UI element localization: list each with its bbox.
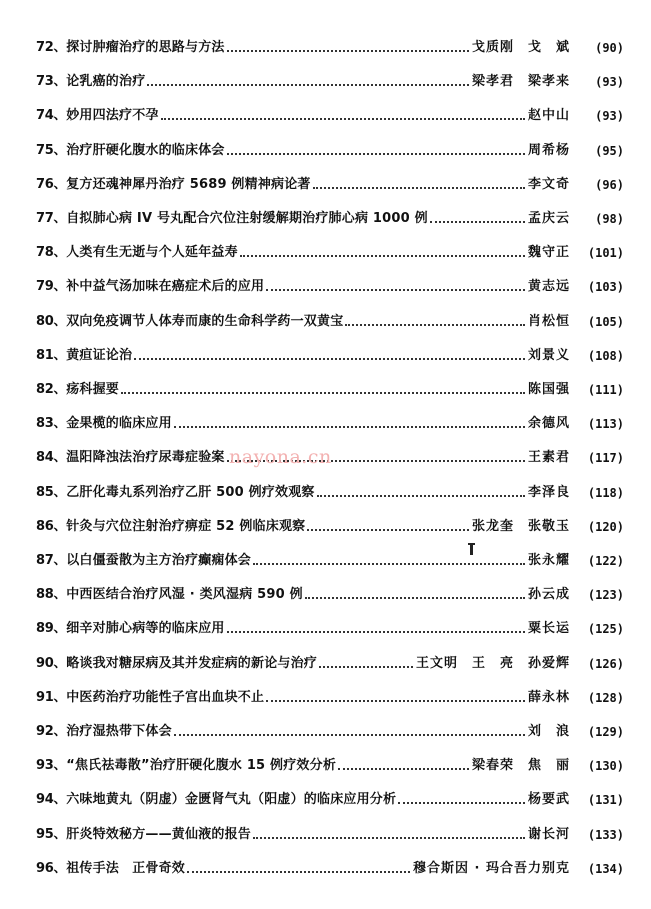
toc-entry-title: 黄疸证论治	[66, 347, 133, 363]
toc-entry-page: (108)	[587, 348, 624, 363]
toc-entry	[36, 653, 624, 675]
toc-entry	[36, 584, 624, 606]
toc-entry-author: 梁春荣 焦 丽	[471, 758, 570, 774]
toc-entry-author: 黄志远	[527, 279, 570, 295]
toc-entry-page: (128)	[587, 690, 624, 705]
toc-entry-page: (95)	[595, 143, 624, 158]
toc-entry-title: 祖传手法 正骨奇效	[66, 860, 186, 876]
toc-entry-page: (122)	[587, 554, 624, 568]
toc-entry	[36, 311, 624, 333]
toc-entry-number: 89、	[36, 621, 67, 637]
toc-entry	[36, 140, 624, 162]
toc-entry-page: (129)	[587, 725, 624, 739]
toc-entry-leader	[313, 187, 525, 189]
toc-entry	[36, 687, 624, 709]
toc-entry-number: 94、	[36, 792, 67, 808]
toc-entry-leader	[430, 221, 525, 223]
toc-entry	[36, 276, 624, 298]
toc-entry-page: (105)	[587, 314, 624, 329]
toc-entry-leader	[345, 324, 525, 326]
toc-entry-leader	[317, 495, 525, 497]
toc-entry-author: 戈质刚 戈 斌	[471, 40, 570, 55]
toc-entry-author: 粟长运	[527, 621, 570, 637]
toc-entry-page: (101)	[587, 246, 624, 261]
toc-entry-number: 81、	[36, 347, 67, 363]
toc-entry-leader	[161, 118, 525, 120]
toc-entry-title: 治疗肝硬化腹水的临床体会	[66, 142, 225, 158]
toc-entry	[36, 208, 624, 230]
toc-entry-page: (103)	[587, 280, 624, 295]
toc-entry-number: 85、	[36, 484, 67, 500]
toc-entry-leader	[319, 666, 413, 668]
toc-entry-title: 治疗湿热带下体会	[66, 724, 172, 739]
toc-entry-author: 陈国强	[527, 382, 570, 397]
toc-entry-leader	[253, 837, 525, 839]
toc-entry-author: 王素君	[527, 450, 570, 466]
toc-entry-leader	[266, 700, 525, 702]
toc-entry-page: (131)	[587, 793, 624, 808]
toc-entry	[36, 550, 624, 572]
toc-entry-author: 刘 浪	[527, 724, 570, 739]
toc-entry	[36, 37, 624, 59]
toc-entry-leader	[187, 871, 410, 873]
toc-entry-leader	[227, 631, 525, 633]
toc-entry-page: (133)	[587, 827, 624, 842]
toc-entry-leader	[253, 563, 525, 565]
toc-entry-number: 72、	[36, 40, 67, 55]
toc-entry-author: 李泽良	[527, 484, 570, 500]
toc-entry-number: 96、	[36, 860, 67, 876]
toc-entry	[36, 379, 624, 401]
toc-entry	[36, 516, 624, 538]
toc-entry-leader	[398, 802, 525, 804]
toc-entry-title: 疡科握要	[66, 382, 120, 397]
toc-entry-author: 张永耀	[527, 553, 570, 568]
toc-entry-number: 93、	[36, 758, 67, 774]
toc-entry-author: 谢长河	[527, 826, 570, 842]
toc-entry	[36, 345, 624, 367]
toc-entry-leader	[266, 289, 525, 291]
toc-entry-author: 李文奇	[527, 176, 570, 192]
toc-entry	[36, 755, 624, 777]
toc-entry-author: 王文明 王 亮 孙爱辉	[415, 655, 570, 671]
toc-entry-author: 孙云成	[527, 587, 570, 603]
toc-entry-leader	[305, 597, 525, 599]
toc-entry-number: 74、	[36, 108, 67, 124]
toc-entry-leader	[307, 529, 469, 531]
toc-entry-leader	[174, 426, 525, 428]
toc-entry-title: 妙用四法疗不孕	[66, 108, 159, 124]
toc-entry-leader	[227, 153, 525, 155]
toc-entry-leader	[174, 734, 525, 736]
toc-entry-author: 杨要武	[527, 792, 570, 808]
toc-entry-title: 论乳癌的治疗	[66, 74, 146, 90]
toc-entry	[36, 824, 624, 846]
toc-entry-page: (93)	[595, 109, 624, 124]
toc-entry-title: 中西医结合治疗风湿 · 类风湿病 590 例	[66, 587, 303, 603]
toc-entry	[36, 482, 624, 504]
toc-entry-page: (120)	[587, 519, 624, 534]
toc-entry-title: 乙肝化毒丸系列治疗乙肝 500 例疗效观察	[66, 484, 315, 500]
toc-entry-title: 针灸与穴位注射治疗痹症 52 例临床观察	[66, 518, 306, 534]
toc-entry-leader	[147, 84, 469, 86]
toc-entry-number: 90、	[36, 655, 67, 671]
toc-entry	[36, 174, 624, 196]
toc-entry-number: 83、	[36, 416, 67, 432]
toc-entry-number: 73、	[36, 74, 67, 90]
toc-entry-page: (98)	[595, 212, 624, 226]
toc-entry	[36, 242, 624, 264]
toc-entry-page: (117)	[587, 451, 624, 466]
toc-entry-leader	[240, 255, 525, 257]
margin-mark	[470, 543, 473, 555]
toc-entry-title: 六味地黄丸（阴虚）金匮肾气丸（阳虚）的临床应用分析	[66, 792, 397, 808]
toc-entry-title: 细辛对肺心病等的临床应用	[66, 621, 225, 637]
toc-entry-leader	[121, 392, 525, 394]
toc-entry	[36, 789, 624, 811]
toc-entry-title: 温阳降浊法治疗尿毒症验案	[66, 450, 225, 466]
toc-entry-page: (123)	[587, 588, 624, 603]
toc-entry-number: 92、	[36, 724, 67, 739]
toc-entry-author: 梁孝君 梁孝来	[471, 74, 570, 90]
toc-entry-number: 75、	[36, 142, 67, 158]
toc-entry-page: (93)	[595, 75, 624, 90]
toc-entry	[36, 858, 624, 880]
toc-entry-author: 魏守正	[527, 245, 570, 261]
toc-entry-title: 复方还魂神犀丹治疗 5689 例精神病论著	[66, 176, 311, 192]
toc-entry	[36, 71, 624, 93]
toc-entry-number: 91、	[36, 689, 67, 705]
toc-entry-author: 余德风	[527, 416, 570, 432]
toc-entry-title: 双向免疫调节人体寿而康的生命科学药一双黄宝	[66, 313, 344, 329]
toc-entry-page: (90)	[595, 41, 624, 55]
toc-entry-title: 人类有生无逝与个人延年益寿	[66, 245, 238, 261]
toc-entry-page: (130)	[587, 759, 624, 774]
toc-entry-number: 88、	[36, 587, 67, 603]
toc-entry-author: 刘景义	[527, 347, 570, 363]
toc-entry	[36, 105, 624, 127]
toc-entry-number: 87、	[36, 553, 67, 568]
toc-entry-title: 自拟肺心病 IV 号丸配合穴位注射缓解期治疗肺心病 1000 例	[66, 211, 428, 226]
toc-entry-title: “焦氏祛毒散”治疗肝硬化腹水 15 例疗效分析	[66, 758, 337, 774]
toc-entry-page: (134)	[587, 861, 624, 876]
toc-entry-page: (96)	[595, 177, 624, 192]
watermark: nayona.cn	[229, 446, 332, 468]
toc-entry-title: 中医药治疗功能性子宫出血块不止	[66, 689, 265, 705]
toc-entry-title: 肝炎特效秘方——黄仙液的报告	[66, 826, 252, 842]
toc-entry-author: 赵中山	[527, 108, 570, 124]
toc-entry-page: (111)	[587, 383, 624, 397]
toc-entry-number: 77、	[36, 211, 67, 226]
toc-entry-author: 张龙奎 张敬玉	[471, 518, 570, 534]
toc-entry-author: 薛永林	[527, 689, 570, 705]
toc-entry-title: 补中益气汤加味在癌症术后的应用	[66, 279, 265, 295]
toc-entry-title: 探讨肿瘤治疗的思路与方法	[66, 40, 225, 55]
toc-entry-page: (118)	[587, 485, 624, 500]
toc-entry-author: 肖松恒	[527, 313, 570, 329]
toc-entry-number: 86、	[36, 518, 67, 534]
toc-entry-title: 金果榄的临床应用	[66, 416, 172, 432]
toc-entry-leader	[338, 768, 469, 770]
toc-entry-page: (113)	[587, 417, 624, 432]
toc-entry-author: 周希杨	[527, 142, 570, 158]
toc-entry-title: 以白僵蚕散为主方治疗癫痫体会	[66, 553, 252, 568]
toc-entry-page: (125)	[587, 622, 624, 637]
toc-entry-number: 95、	[36, 826, 67, 842]
toc-entry-number: 79、	[36, 279, 67, 295]
toc-entry	[36, 413, 624, 435]
toc-entry-title: 略谈我对糖尿病及其并发症病的新论与治疗	[66, 655, 318, 671]
toc-entry-number: 78、	[36, 245, 67, 261]
toc-entry-author: 孟庆云	[527, 211, 570, 226]
toc-entry-number: 80、	[36, 313, 67, 329]
toc-entry-author: 穆合斯因 · 玛合吾力别克	[413, 860, 570, 876]
toc-entry-leader	[227, 50, 469, 52]
toc-entry-leader	[134, 358, 525, 360]
toc-entry-page: (126)	[587, 656, 624, 671]
toc-entry	[36, 721, 624, 743]
toc-entry	[36, 618, 624, 640]
toc-entry-number: 84、	[36, 450, 67, 466]
toc-entry-number: 76、	[36, 176, 67, 192]
toc-entry-number: 82、	[36, 382, 67, 397]
